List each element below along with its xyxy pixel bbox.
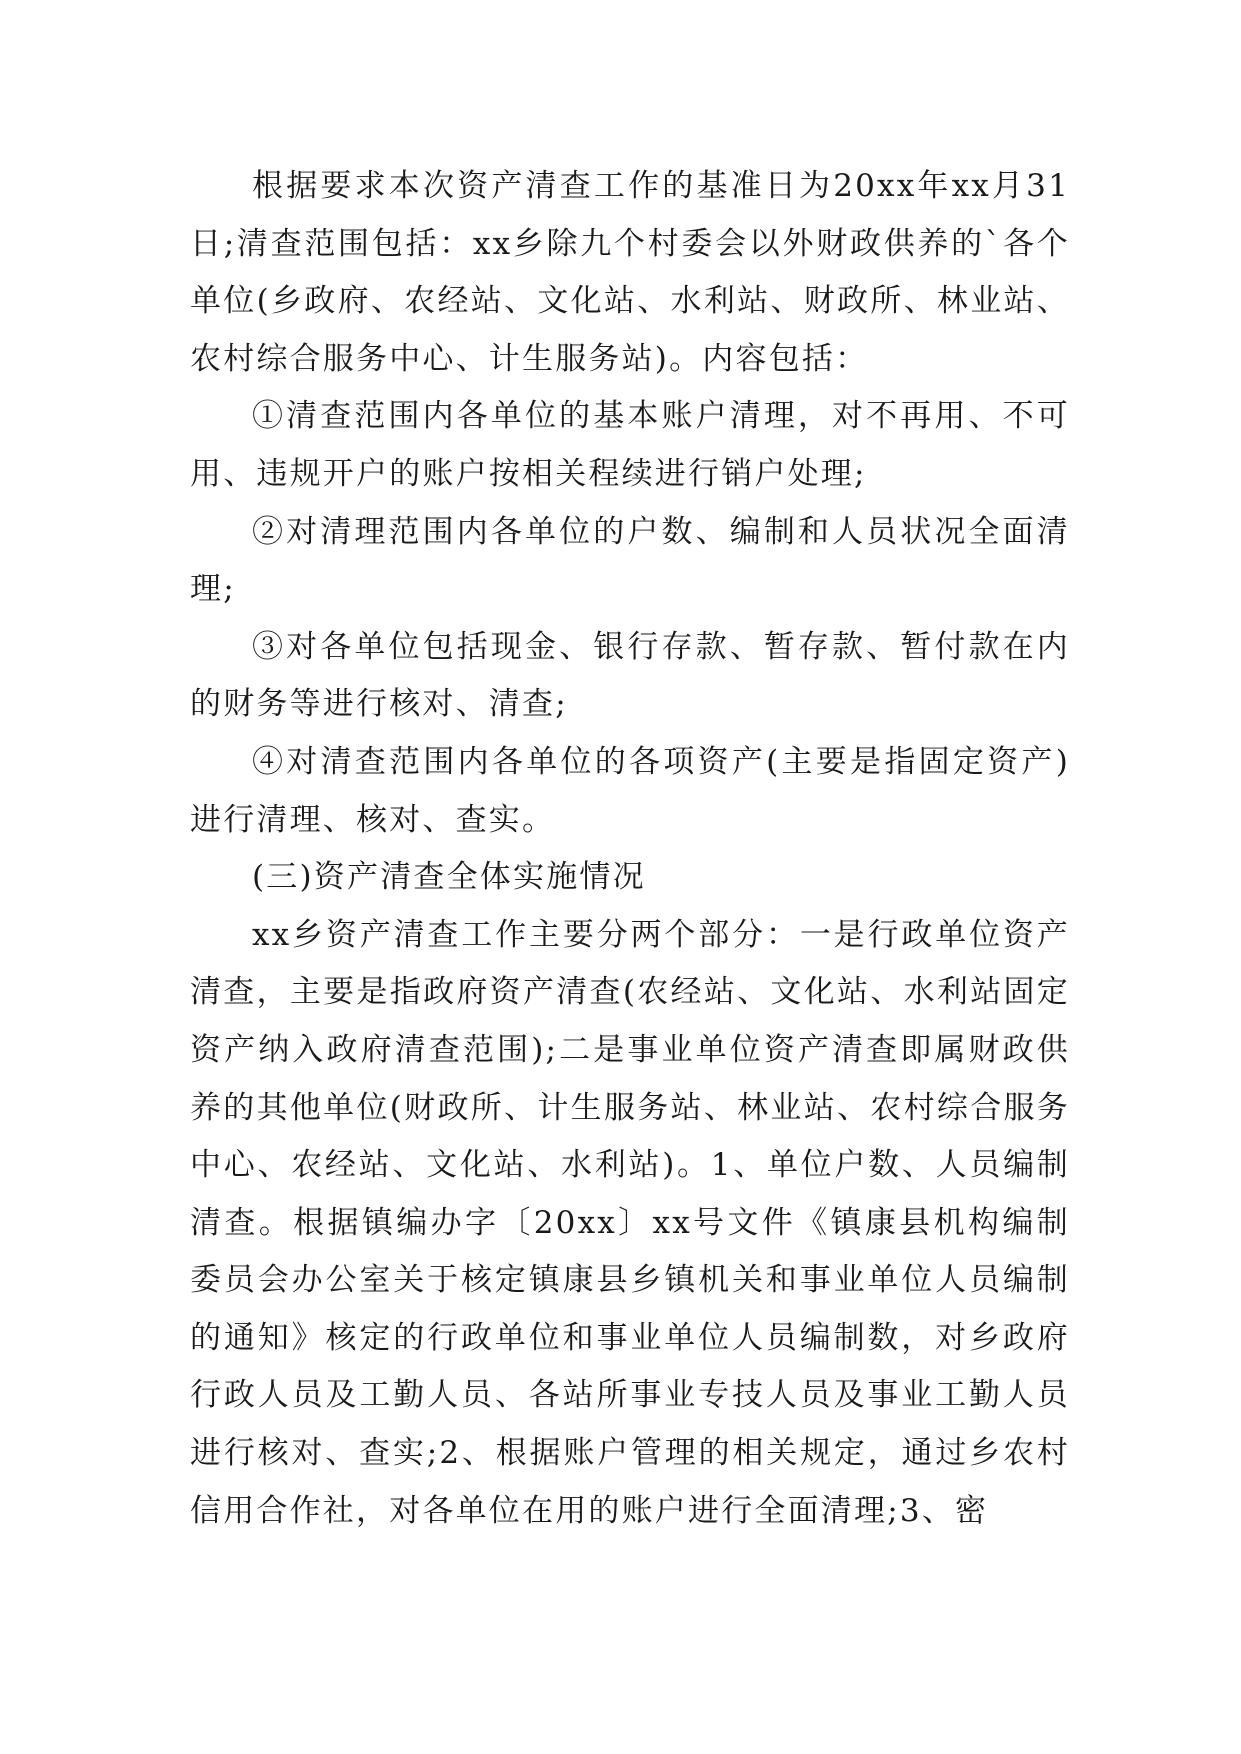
paragraph-item-3: ③对各单位包括现金、银行存款、暂存款、暂付款在内的财务等进行核对、清查; (190, 628, 1070, 723)
section-heading: (三)资产清查全体实施情况 (252, 859, 646, 896)
paragraph-scope: 根据要求本次资产清查工作的基准日为20xx年xx月31日;清查范围包括：xx乡除九个村委会以外财政供养的`各个单位(乡政府、农经站、文化站、水利站、财政所、林业站、农村综合服务中心、计生服务站)。内容包括： (190, 168, 1070, 377)
paragraph-item-4: ④对清查范围内各单位的各项资产(主要是指固定资产)进行清理、核对、查实。 (190, 743, 1070, 838)
paragraph-implementation: xx乡资产清查工作主要分两个部分：一是行政单位资产清查，主要是指政府资产清查(农经站、文化站、水利站固定资产纳入政府清查范围);二是事业单位资产清查即属财政供养的其他单位(财政所、计生服务站、林业站、农村综合服务中心、农经站、文化站、水利站)。1、单位户数、人员编制清查。根据镇编办字〔20xx〕xx号文件《镇康县机构编制委员会办公室关于核定镇康县乡镇机关和事业单位人员编制的通知》核定的行政单位和事业单位人员编制数，对乡政府行政人员及工勤人员、各站所事业专技人员及事业工勤人员进行核对、查实;2、根据账户管理的相关规定，通过乡农村信用合作社，对各单位在用的账户进行全面清理;3、密 (190, 916, 1070, 1529)
document-body (190, 158, 1070, 1540)
paragraph-item-2: ②对清理范围内各单位的户数、编制和人员状况全面清理; (190, 513, 1070, 608)
paragraph-item-1: ①清查范围内各单位的基本账户清理，对不再用、不可用、违规开户的账户按相关程续进行销户处理; (190, 398, 1070, 492)
